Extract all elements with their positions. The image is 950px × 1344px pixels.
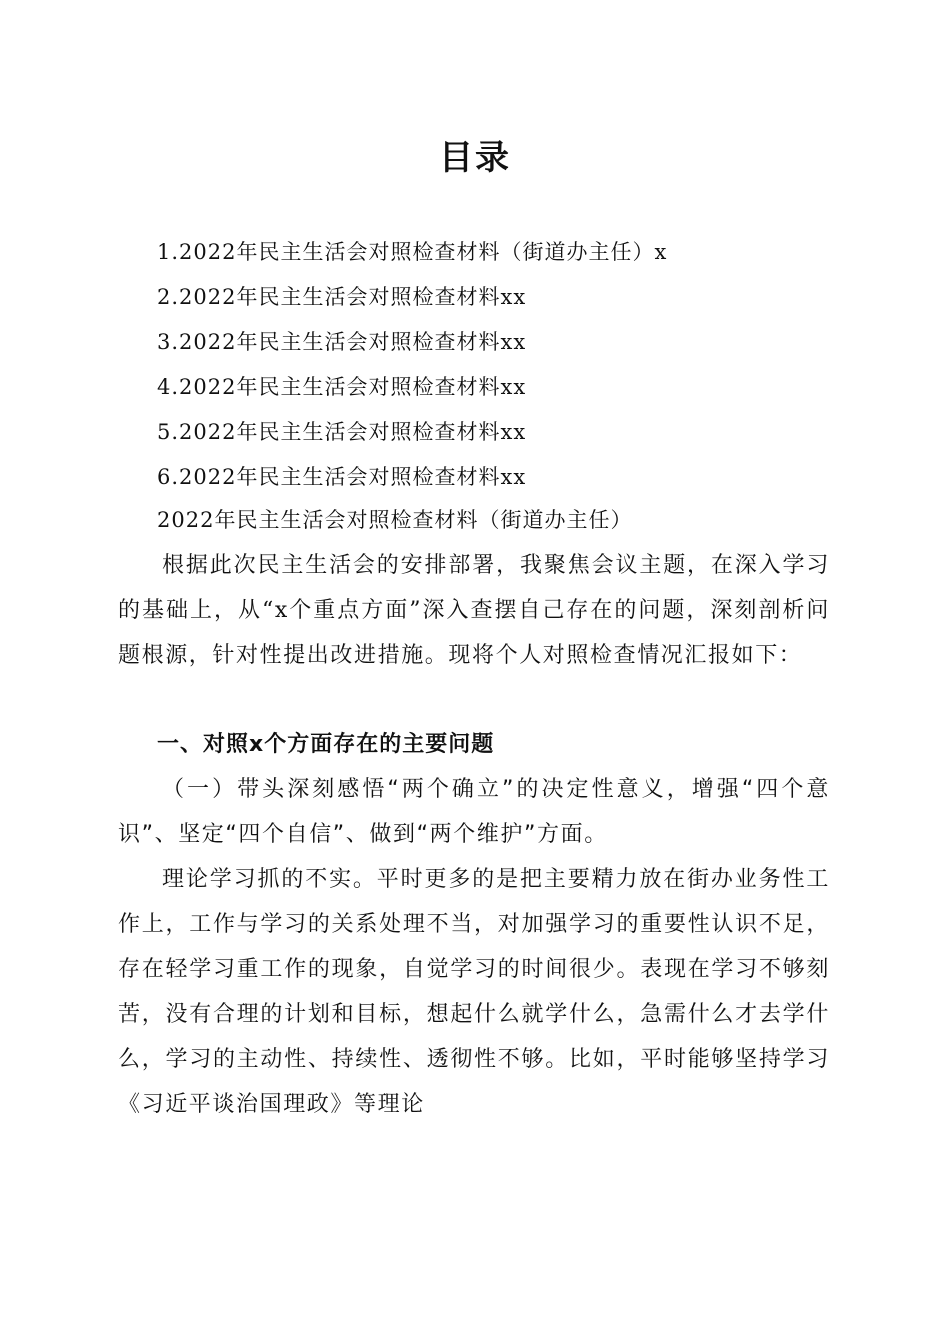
toc-item-1: 1.2022年民主生活会对照检查材料（街道办主任）x — [157, 240, 668, 264]
section-heading: 一、对照x个方面存在的主要问题 — [157, 732, 495, 757]
toc-item-4: 4.2022年民主生活会对照检查材料xx — [157, 375, 527, 399]
document-subtitle: 2022年民主生活会对照检查材料（街道办主任） — [157, 508, 633, 532]
intro-paragraph: 根据此次民主生活会的安排部署，我聚焦会议主题，在深入学习的基础上，从“x个重点方面”深入查摆自己存在的问题，深刻剖析问题根源，针对性提出改进措施。现将个人对照检查情况汇报如下： — [118, 553, 830, 668]
toc-item-2: 2.2022年民主生活会对照检查材料xx — [157, 285, 527, 309]
toc-item-3: 3.2022年民主生活会对照检查材料xx — [157, 330, 527, 354]
page-title: 目录 — [439, 138, 511, 178]
subsection-heading: （一）带头深刻感悟“两个确立”的决定性意义，增强“四个意识”、坚定“四个自信”、做到“两个维护”方面。 — [118, 777, 830, 847]
table-of-contents — [157, 230, 857, 500]
toc-item-5: 5.2022年民主生活会对照检查材料xx — [157, 420, 527, 444]
toc-item-6: 6.2022年民主生活会对照检查材料xx — [157, 465, 527, 489]
body-paragraph: 理论学习抓的不实。平时更多的是把主要精力放在街办业务性工作上，工作与学习的关系处理不当，对加强学习的重要性认识不足，存在轻学习重工作的现象，自觉学习的时间很少。表现在学习不够刻苦，没有合理的计划和目标，想起什么就学什么，急需什么才去学什么，学习的主动性、持续性、透彻性不够。比如，平时能够坚持学习《习近平谈治国理政》等理论 — [118, 867, 830, 1117]
